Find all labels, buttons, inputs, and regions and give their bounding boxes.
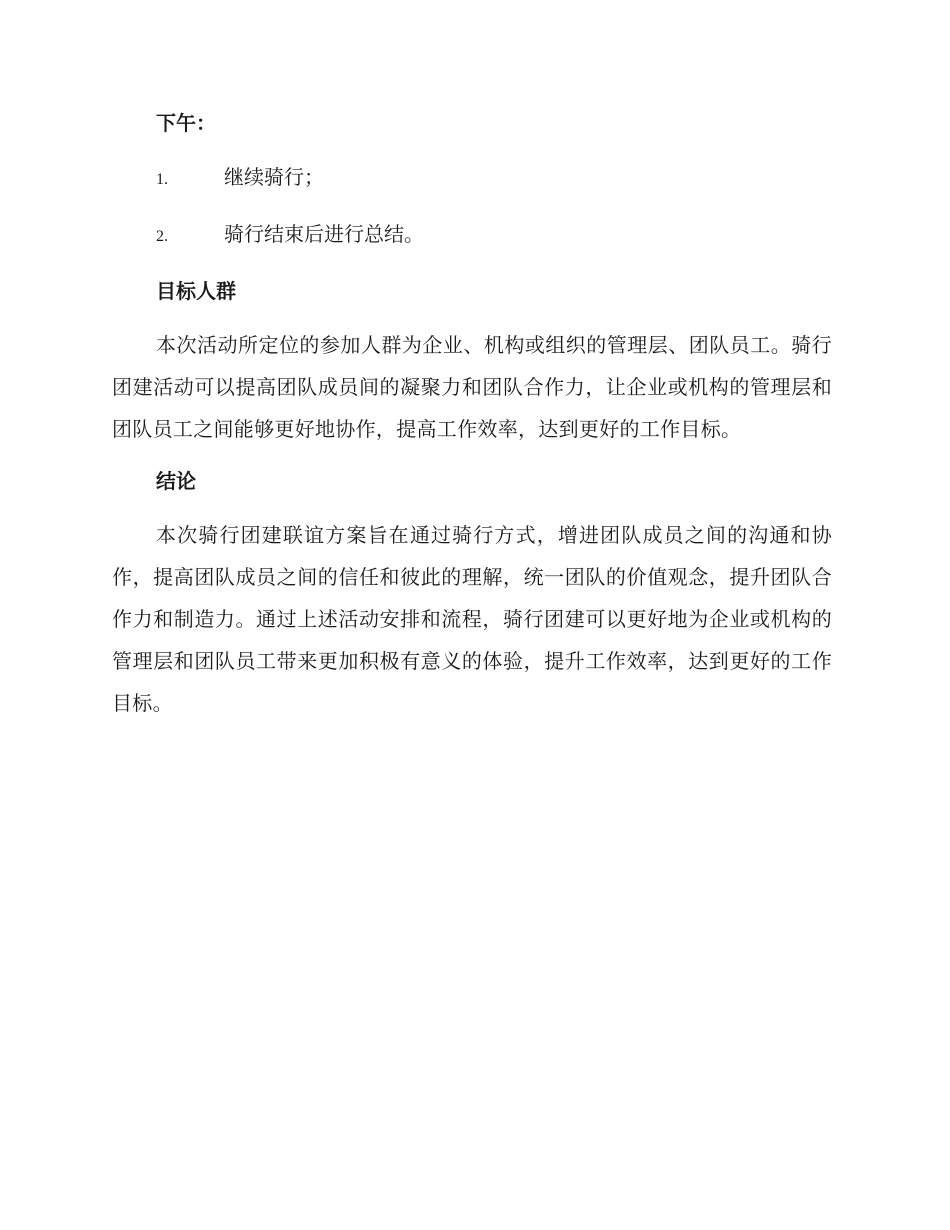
list-item: [112, 219, 832, 252]
afternoon-list: [112, 162, 832, 252]
conclusion-paragraph: 本次骑行团建联谊方案旨在通过骑行方式，增进团队成员之间的沟通和协作，提高团队成员之间的信任和彼此的理解，统一团队的价值观念，提升团队合作力和制造力。通过上述活动安排和流程，骑行团建可以更好地为企业或机构的管理层和团队员工带来更加积极有意义的体验，提升工作效率，达到更好的工作目标。: [112, 523, 832, 715]
list-number: 2.: [156, 228, 168, 245]
list-text: 继续骑行；: [224, 165, 324, 189]
list-text: 骑行结束后进行总结。: [224, 222, 424, 246]
target-heading: 目标人群: [156, 279, 236, 303]
afternoon-heading: 下午：: [156, 111, 216, 135]
document-page: [112, 108, 832, 740]
list-number: 1.: [156, 171, 168, 188]
list-item: [112, 162, 832, 195]
conclusion-heading: 结论: [156, 469, 196, 493]
target-paragraph: 本次活动所定位的参加人群为企业、机构或组织的管理层、团队员工。骑行团建活动可以提高团队成员间的凝聚力和团队合作力，让企业或机构的管理层和团队员工之间能够更好地协作，提高工作效率，达到更好的工作目标。: [112, 333, 832, 441]
